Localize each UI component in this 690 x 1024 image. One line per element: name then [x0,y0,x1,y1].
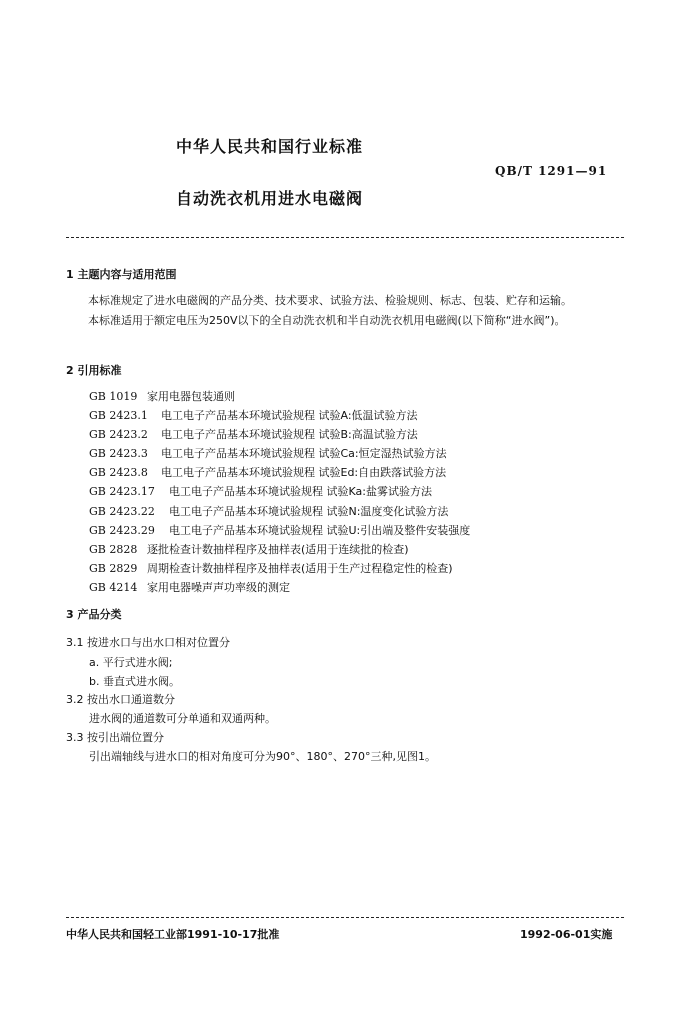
document-title: 自动洗衣机用进水电磁阀 [176,189,364,208]
ref-code: GB 2423.29 [89,523,155,537]
issuing-body: 中华人民共和国行业标准 [176,137,364,156]
ref-title: 电工电子产品基本环境试验规程 试验U:引出端及整件安装强度 [169,523,471,537]
ref-code: GB 2423.1 [89,409,148,423]
section-1-paragraph-2: 本标准适用于额定电压为250V以下的全自动洗衣机和半自动洗衣机用电磁阀(以下简称“进水阀”)。 [88,314,566,327]
section-3-1-item-b: b. 垂直式进水阀。 [89,675,180,688]
section-3-2-text: 进水阀的通道数可分单通和双通两种。 [89,712,276,725]
section-3-1-item-a: a. 平行式进水阀; [89,656,173,669]
section-1-paragraph-1: 本标准规定了进水电磁阀的产品分类、技术要求、试验方法、检验规则、标志、包装、贮存和运输。 [88,294,572,307]
ref-code: GB 2423.17 [89,485,155,499]
ref-title: 电工电子产品基本环境试验规程 试验A:低温试验方法 [161,409,418,423]
approval-line: 中华人民共和国轻工业部1991-10-17批准 [66,928,280,941]
ref-code: GB 4214 [89,580,138,594]
list-item [89,425,470,444]
ref-title: 电工电子产品基本环境试验规程 试验B:高温试验方法 [161,428,418,442]
ref-code: GB 1019 [89,390,138,403]
section-3-1-heading: 3.1 按进水口与出水口相对位置分 [66,636,230,649]
ref-title: 家用电器噪声声功率级的测定 [147,580,290,594]
referenced-standards-list [89,387,470,597]
ref-title: 电工电子产品基本环境试验规程 试验Ca:恒定湿热试验方法 [161,447,447,461]
list-item [89,559,470,578]
section-3-3-text: 引出端轴线与进水口的相对角度可分为90°、180°、270°三种,见图1。 [89,750,436,763]
ref-title: 家用电器包装通则 [147,390,235,403]
section-1-heading: 1 主题内容与适用范围 [66,268,177,281]
ref-code: GB 2423.2 [89,428,148,442]
section-3-heading: 3 产品分类 [66,608,122,621]
list-item [89,540,470,559]
list-item [89,521,470,540]
list-item [89,502,470,521]
ref-code: GB 2423.8 [89,466,148,480]
ref-code: GB 2828 [89,542,138,556]
header-divider [66,237,624,238]
ref-title: 电工电子产品基本环境试验规程 试验N:温度变化试验方法 [169,504,449,518]
section-2-heading: 2 引用标准 [66,364,122,377]
list-item [89,482,470,501]
list-item [89,578,470,597]
ref-title: 周期检查计数抽样程序及抽样表(适用于生产过程稳定性的检查) [147,561,453,575]
ref-code: GB 2829 [89,561,138,575]
list-item [89,444,470,463]
implementation-date: 1992-06-01实施 [520,928,613,941]
ref-code: GB 2423.22 [89,504,155,518]
standard-code: QB/T 1291—91 [495,164,608,178]
ref-title: 电工电子产品基本环境试验规程 试验Ka:盐雾试验方法 [169,485,432,499]
list-item [89,463,470,482]
list-item [89,387,470,406]
ref-code: GB 2423.3 [89,447,148,461]
ref-title: 逐批检查计数抽样程序及抽样表(适用于连续批的检查) [147,542,409,556]
footer-divider [66,917,624,918]
ref-title: 电工电子产品基本环境试验规程 试验Ed:自由跌落试验方法 [161,466,447,480]
section-3-3-heading: 3.3 按引出端位置分 [66,731,164,744]
list-item [89,406,470,425]
section-3-2-heading: 3.2 按出水口通道数分 [66,693,175,706]
